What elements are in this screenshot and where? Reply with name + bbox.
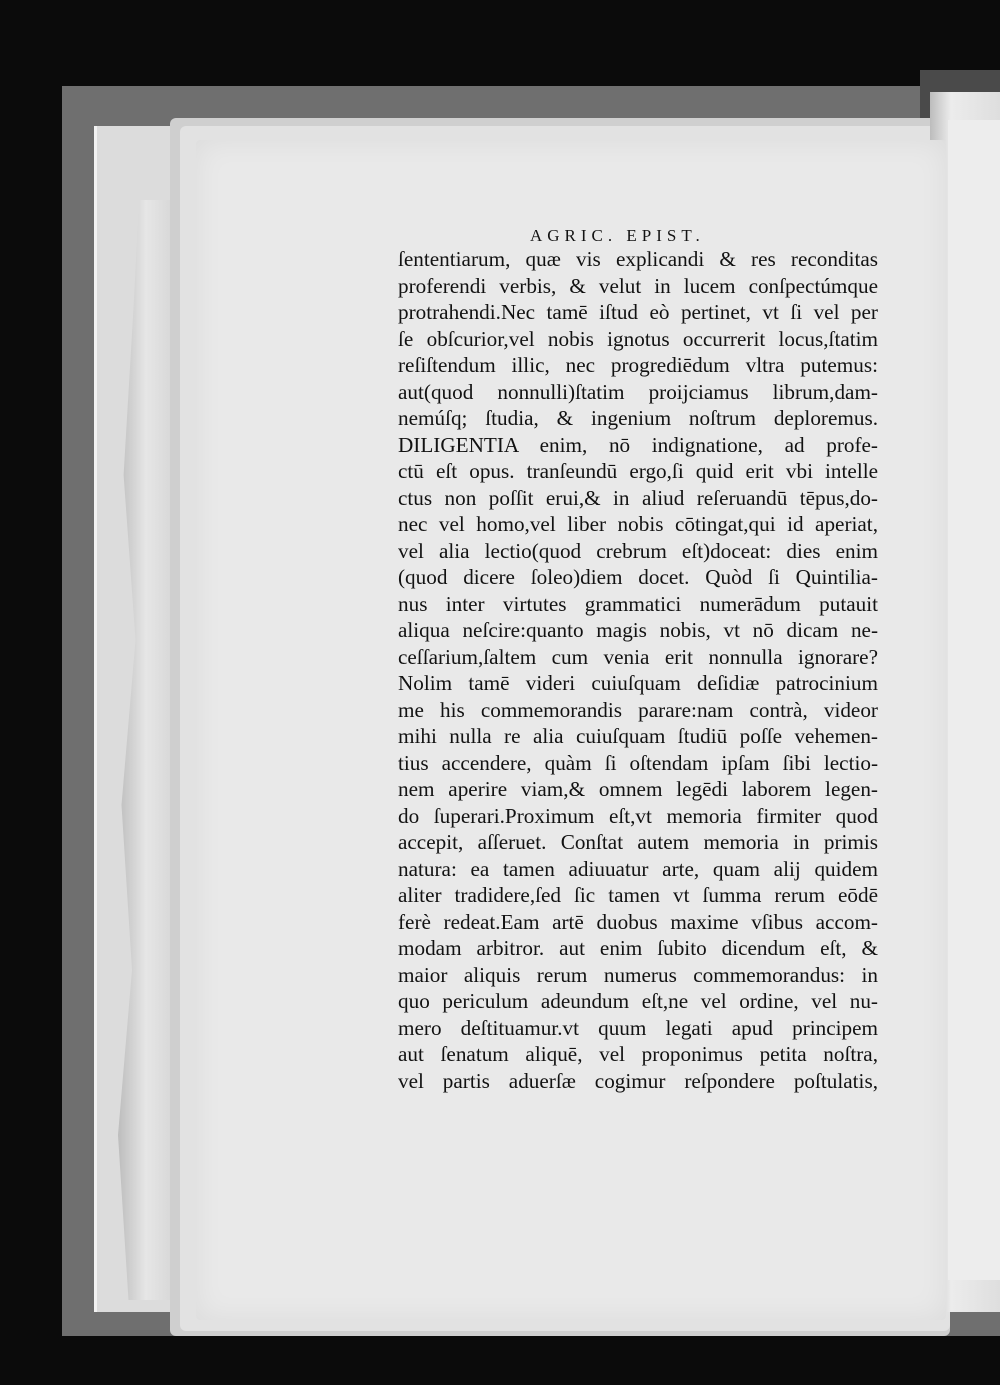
text-line: ceſſarium,ſaltem cum venia erit nonnulla ignorare?	[398, 644, 878, 669]
text-line: ſe obſcurior,vel nobis ignotus occurrerit locus,ſtatim	[398, 326, 878, 351]
text-line: maior aliquis rerum numerus commemorandus: in	[398, 962, 878, 987]
text-line: protrahendi.Nec tamē iſtud eò pertinet, vt ſi vel per	[398, 300, 878, 324]
text-line: proferendi verbis, & velut in lucem conſpectúmque	[398, 273, 878, 298]
text-line: nemúſq; ſtudia, & ingenium noſtrum deploremus.	[398, 406, 878, 430]
text-line: do ſuperari.Proximum eſt,vt memoria firmiter quod	[398, 803, 878, 828]
text-line: aut ſenatum aliquē, vel proponimus petita noſtra,	[398, 1042, 878, 1066]
body-text	[398, 246, 878, 1094]
text-line: ferè redeat.Eam artē duobus maxime vſibus accom-	[398, 909, 878, 934]
text-line: aliqua neſcire:quanto magis nobis, vt nō dicam ne-	[398, 618, 878, 642]
text-line: aut(quod nonnulli)ſtatim proijciamus librum,dam-	[398, 379, 878, 404]
text-line: Nolim tamē videri cuiuſquam deſidiæ patrocinium	[398, 671, 878, 695]
text-line: tius accendere, quàm ſi oſtendam ipſam ſibi lectio-	[398, 750, 878, 775]
running-head: AGRIC. EPIST.	[530, 226, 705, 245]
text-line: modam arbitror. aut enim ſubito dicendum eſt, &	[398, 936, 878, 960]
text-line: (quod dicere ſoleo)diem docet. Quòd ſi Quintilia-	[398, 565, 878, 589]
text-line: reſiſtendum illic, nec progrediēdum vltra putemus:	[398, 353, 878, 377]
text-line: nus inter virtutes grammatici numerādum putauit	[398, 591, 878, 616]
facing-page	[948, 120, 1000, 1280]
text-line: mero deſtituamur.vt quum legati apud principem	[398, 1015, 878, 1040]
text-line: me his commemorandis parare:nam contrà, videor	[398, 697, 878, 722]
text-line: ſententiarum, quæ vis explicandi & res reconditas	[398, 247, 878, 271]
text-line: accepit, aſſeruet. Conſtat autem memoria in primis	[398, 830, 878, 854]
text-line: vel partis aduerſæ cogimur reſpondere poſtulatis,	[398, 1068, 878, 1093]
text-line: ctū eſt opus. tranſeundū ergo,ſi quid erit vbi intelle	[398, 459, 878, 483]
text-line: aliter tradidere,ſed ſic tamen vt ſumma rerum eōdē	[398, 883, 878, 907]
text-line: vel alia lectio(quod crebrum eſt)doceat: dies enim	[398, 538, 878, 563]
text-line: quo periculum adeundum eſt,ne vel ordine, vel nu-	[398, 989, 878, 1013]
text-line: natura: ea tamen adiuuatur arte, quam alij quidem	[398, 856, 878, 881]
text-line: DILIGENTIA enim, nō indignatione, ad profe-	[398, 432, 878, 457]
text-line: nec vel homo,vel liber nobis cōtingat,qui id aperiat,	[398, 512, 878, 536]
text-line: mihi nulla re alia cuiuſquam ſtudiū poſſe vehemen-	[398, 724, 878, 748]
text-line: ctus non poſſit erui,& in aliud reſeruandū tēpus,do-	[398, 485, 878, 510]
text-line: nem aperire viam,& omnem legēdi laborem legen-	[398, 777, 878, 801]
